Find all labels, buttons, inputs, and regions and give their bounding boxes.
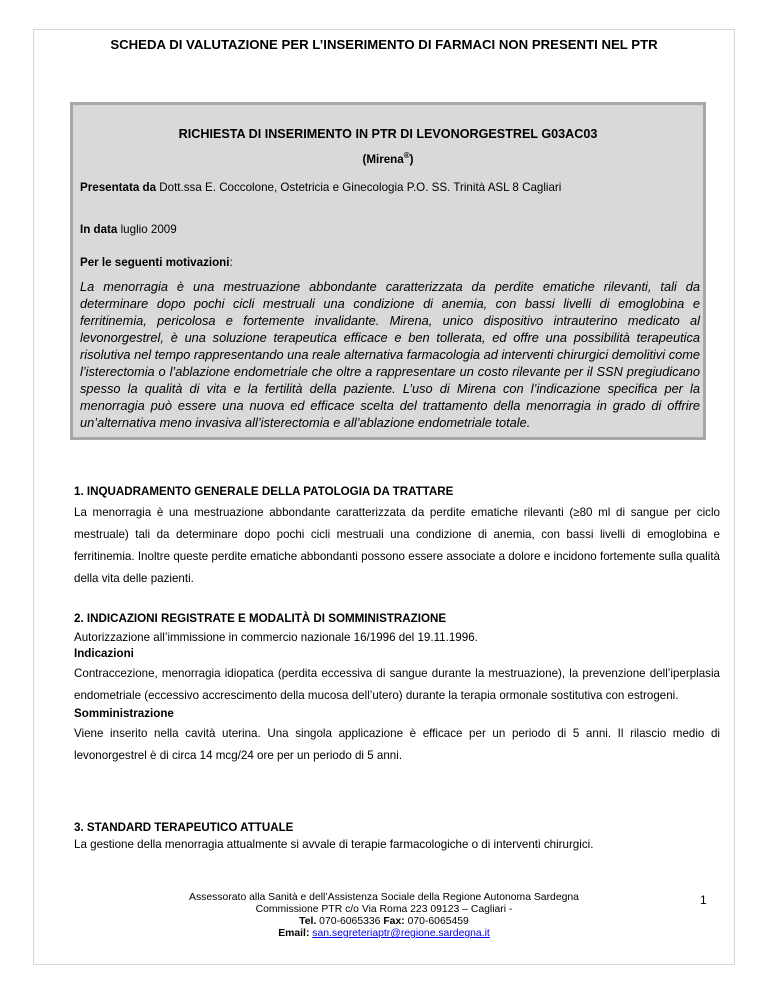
request-title: RICHIESTA DI INSERIMENTO IN PTR DI LEVONORGESTREL G03AC03 [178, 127, 598, 141]
indications-title: Indicazioni [74, 647, 134, 660]
request-box [70, 102, 706, 440]
section-1-title: 1. INQUADRAMENTO GENERALE DELLA PATOLOGIA DA TRATTARE [74, 485, 454, 498]
section-3-title: 3. STANDARD TERAPEUTICO ATTUALE [74, 821, 294, 834]
registered-mark: ® [403, 151, 410, 160]
section-2 [74, 612, 720, 767]
page-footer [150, 892, 618, 940]
reasons-text: La menorragia è una mestruazione abbondante caratterizzata da perdite ematiche rilevanti, tali da determinare dopo pochi cicli mestruali una condizione di anemia, con bassi livelli di emoglobina e ferritinemia, pericolosa e fortemente invalidante. Mirena, unico dispositivo intrauterino medicato al levonorgestrel, è una soluzione terapeutica efficace e ben tollerata, ed offre una possibilità terapeutica risolutiva nel tempo rappresentando una reale alternativa farmacologia ad interventi chirurgici demolitivi come l’isterectomia o l’ablazione endometriale che oltre a rappresentare un costo rilevante per il SSN pregiudicano spesso la qualità di vita e la fertilità della paziente. L’uso di Mirena con l’indicazione specifica per la menorragia può essere una nuova ed efficace scelta del trattamento della menorragia in grado di offrire un’alternativa meno invasiva all’isterectomia e all’ablazione endometriale totale. [80, 279, 700, 430]
reasons-label: Per le seguenti motivazioni: [80, 256, 233, 269]
section-2-title: 2. INDICAZIONI REGISTRATE E MODALITÀ DI SOMMINISTRAZIONE [74, 612, 447, 625]
indications-text: Contraccezione, menorragia idiopatica (perdita eccessiva di sangue durante la mestruazione), la prevenzione dell’iperplasia endometriale (eccessivo accrescimento della mucosa dell’utero) durante la terapia ormonale sostitutiva con estrogeni. [74, 667, 720, 702]
request-subtitle: (Mirena®) [362, 151, 414, 166]
administration-text: Viene inserito nella cavità uterina. Una singola applicazione è efficace per un periodo di 5 anni. Il rilascio medio di levonorgestrel è di circa 14 mcg/24 ore per un periodo di 5 anni. [74, 727, 720, 762]
section-2-authorization: Autorizzazione all’immissione in commercio nazionale 16/1996 del 19.11.1996. [74, 631, 478, 644]
section-3 [74, 821, 720, 851]
section-3-text: La gestione della menorragia attualmente si avvale di terapie farmacologiche o di interventi chirurgici. [74, 838, 594, 851]
footer-contacts: Tel. 070-6065336 Fax: 070-6065459 [299, 916, 469, 927]
request-date: In data luglio 2009 [80, 223, 177, 236]
footer-line-2: Commissione PTR c/o Via Roma 223 09123 – Cagliari - [255, 904, 513, 915]
footer-line-1: Assessorato alla Sanità e dell’Assistenza Sociale della Regione Autonoma Sardegna [189, 892, 579, 903]
administration-title: Somministrazione [74, 707, 174, 720]
document-header: SCHEDA DI VALUTAZIONE PER L’INSERIMENTO DI FARMACI NON PRESENTI NEL PTR [110, 37, 658, 52]
section-1-text: La menorragia è una mestruazione abbondante caratterizzata da perdite ematiche rilevanti (≥80 ml di sangue per ciclo mestruale) tali da determinare dopo pochi cicli mestruali una condizione di anemia, con bassi livelli di emoglobina e ferritinemia. Inoltre queste perdite ematiche abbondanti possono essere associate a dolore e incidono fortemente sulla qualità della vita delle pazienti. [74, 506, 720, 585]
page-number: 1 [700, 893, 707, 907]
presented-by: Presentata da Dott.ssa E. Coccolone, Ostetricia e Ginecologia P.O. SS. Trinità ASL 8 Cagliari [80, 181, 562, 194]
email-link[interactable]: san.segreteriaptr@regione.sardegna.it [312, 928, 490, 939]
section-1 [74, 485, 720, 590]
footer-email: Email: san.segreteriaptr@regione.sardegna.it [278, 928, 490, 939]
